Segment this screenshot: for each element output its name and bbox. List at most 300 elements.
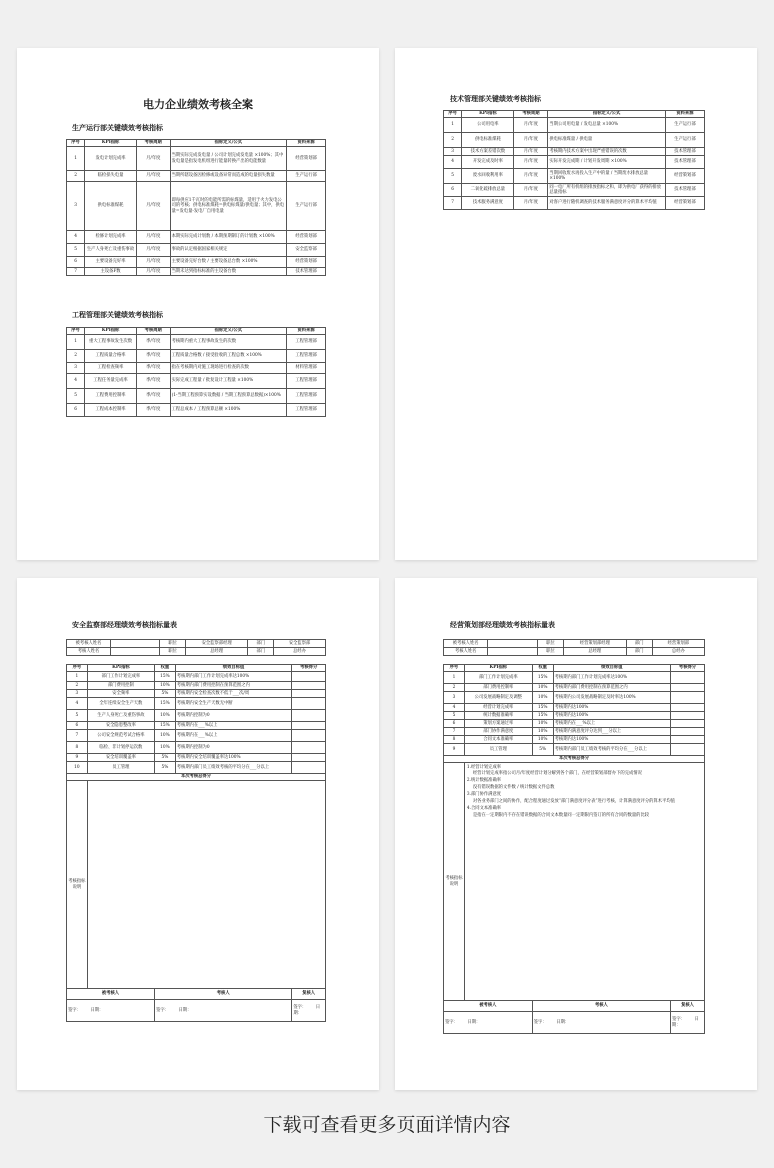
table-cell: 部门费用控制 <box>87 682 154 690</box>
table-row <box>67 762 326 774</box>
info-cell: 安全监察部 <box>274 640 326 648</box>
table-cell: 生产运行部 <box>287 171 326 182</box>
table-cell: 2 <box>444 684 465 692</box>
table-row <box>67 389 326 404</box>
table-cell: 5 <box>67 244 85 257</box>
table-cell: 5 <box>444 712 465 720</box>
table-cell: 技术管理部 <box>665 148 704 156</box>
total-score-label: 本次考核总得分 <box>67 774 326 781</box>
section-title-technology: 技术管理部关键绩效考核指标 <box>450 94 541 103</box>
table-cell: 月/年度 <box>514 184 548 197</box>
table-cell: 主要设备完好台数 / 主要设备总台数 ×100% <box>170 257 287 268</box>
table-cell: 指在考核期内对施工现场进行检查的次数 <box>170 363 287 374</box>
table-cell: 生产人身死亡及重伤事故 <box>85 244 137 257</box>
table-cell: 技术管理部 <box>287 268 326 276</box>
info-cell: 职位 <box>160 640 186 648</box>
notes-row <box>444 763 705 1001</box>
kpi-table-technology <box>443 110 705 210</box>
table-cell: 考核期内技术方案中出现严重错误的次数 <box>548 148 665 156</box>
table-cell: 10% <box>532 736 553 744</box>
table-cell: 4 <box>67 698 88 710</box>
document-page-1 <box>17 48 379 560</box>
note-line: 3.部门协作满意度 <box>466 791 502 797</box>
table-cell: 10% <box>155 730 176 742</box>
table-cell: 2 <box>444 133 462 148</box>
table-row <box>67 363 326 374</box>
table-cell <box>671 684 705 692</box>
column-header: 序号 <box>67 328 85 335</box>
table-cell: 二氧化硫排放总量 <box>462 184 514 197</box>
info-cell <box>488 640 538 648</box>
table-cell: 5 <box>67 389 85 404</box>
table-row <box>67 335 326 350</box>
table-row <box>67 742 326 754</box>
table-cell <box>671 720 705 728</box>
table-cell: 考核期内部门工作计划完成率达100% <box>175 672 292 682</box>
table-cell: 10% <box>532 692 553 704</box>
info-table-safety <box>66 639 326 656</box>
table-cell: 15% <box>155 722 176 730</box>
table-cell: 1 <box>67 672 88 682</box>
table-cell: 工程费用控制率 <box>85 389 137 404</box>
table-cell: 10% <box>155 742 176 754</box>
signer-label: 被考核人 <box>67 989 155 1000</box>
table-row <box>67 404 326 417</box>
note-line: 1.经营计划完成率 <box>466 764 502 770</box>
table-cell <box>292 754 326 762</box>
table-cell: 15% <box>155 698 176 710</box>
table-cell: 10% <box>155 682 176 690</box>
table-cell: 部门协作满意度 <box>464 728 532 736</box>
table-cell: 当期回收废水再投入生产中的量 / 当期废水排放总量 ×100% <box>548 169 665 184</box>
table-cell: 本期实际完成计划数 / 本期预期制订的计划数 ×100% <box>170 231 287 244</box>
section-title-safety: 安全监察部经理绩效考核指标量表 <box>72 620 177 629</box>
table-cell: 10% <box>532 720 553 728</box>
table-cell: 生产运行部 <box>287 182 326 231</box>
table-cell: 部门费用控制率 <box>464 684 532 692</box>
table-cell: 考核期内控制为0 <box>175 742 292 754</box>
table-cell: 4 <box>444 704 465 712</box>
table-cell <box>671 736 705 744</box>
info-cell: 部门 <box>626 648 652 656</box>
info-cell: 经营策划部 <box>652 640 704 648</box>
info-cell: 部门 <box>248 648 274 656</box>
table-cell <box>671 728 705 736</box>
table-row <box>67 754 326 762</box>
table-row <box>444 148 705 156</box>
info-cell: 总经办 <box>652 648 704 656</box>
table-cell: 7 <box>444 197 462 210</box>
table-cell: 月/年度 <box>136 268 170 276</box>
table-cell <box>292 742 326 754</box>
document-page-4 <box>395 578 757 1090</box>
table-cell: 考核期内公司发展战略制定及时率达100% <box>553 692 670 704</box>
table-cell: 生产运行部 <box>665 133 704 148</box>
table-cell: 15% <box>155 672 176 682</box>
table-cell: 15% <box>532 704 553 712</box>
sign-date-row <box>67 1000 326 1022</box>
info-cell: 被考核人姓名 <box>67 640 111 648</box>
info-cell: 总经理 <box>186 648 248 656</box>
table-cell: 考核期内重大工程事故发生的次数 <box>170 335 287 350</box>
table-cell <box>671 692 705 704</box>
table-cell: 季/年度 <box>136 404 170 417</box>
table-cell: 7 <box>67 730 88 742</box>
table-cell: 3 <box>444 692 465 704</box>
table-cell: 部门工作计划完成率 <box>87 672 154 682</box>
document-title: 电力企业绩效考核全案 <box>143 98 253 111</box>
table-cell: 员工管理 <box>87 762 154 774</box>
table-cell <box>671 712 705 720</box>
table-cell: 考核期内满意度评分达到___分以上 <box>553 728 670 736</box>
table-cell: 技术服务满意度 <box>462 197 514 210</box>
document-page-2 <box>395 48 757 560</box>
signer-label: 复核人 <box>292 989 326 1000</box>
table-cell <box>671 672 705 684</box>
table-cell: 考核期内安全生产天数无中断 <box>175 698 292 710</box>
table-cell: 工程任务量完成率 <box>85 374 137 389</box>
table-cell: 9 <box>444 744 465 756</box>
table-cell: 考核期内达100% <box>553 712 670 720</box>
table-header-row <box>444 111 705 118</box>
table-row <box>67 374 326 389</box>
table-cell <box>292 672 326 682</box>
info-cell: 考核人姓名 <box>67 648 111 656</box>
table-cell: 检修计划完成率 <box>85 231 137 244</box>
table-cell: 3 <box>67 690 88 698</box>
column-header: 资料来源 <box>287 328 326 335</box>
table-cell: 经营策划部 <box>287 257 326 268</box>
table-cell: 季/年度 <box>136 335 170 350</box>
table-cell: 月/年度 <box>514 169 548 184</box>
date-label: 日期： <box>293 1005 321 1016</box>
column-header: 序号 <box>67 140 85 147</box>
sign-header-row <box>67 989 326 1000</box>
table-row <box>444 156 705 169</box>
table-cell: 对客户进行随机调查的技术服务满意度评分的算术平均值 <box>548 197 665 210</box>
info-cell <box>111 648 160 656</box>
table-cell: 员工管理 <box>464 744 532 756</box>
table-cell: 月/年度 <box>514 148 548 156</box>
table-cell: 经营策划部 <box>665 169 704 184</box>
table-cell: 临检、非计划停运次数 <box>87 742 154 754</box>
table-cell: 季/年度 <box>136 374 170 389</box>
table-row <box>67 182 326 231</box>
table-row <box>444 720 705 728</box>
table-cell: 6 <box>67 257 85 268</box>
table-cell: 公司用电率 <box>462 118 514 133</box>
total-row <box>444 756 705 763</box>
column-header: 指标定义/公式 <box>170 140 287 147</box>
date-label: 日期： <box>672 1017 699 1028</box>
column-header: 资料来源 <box>287 140 326 147</box>
sign-header-row <box>444 1001 705 1012</box>
table-cell: 5 <box>444 169 462 184</box>
table-cell: 合同文本准确率 <box>464 736 532 744</box>
table-cell: 实际开发完成期 / 计划开发周期 ×100% <box>548 156 665 169</box>
table-cell: 5% <box>155 690 176 698</box>
table-row <box>67 231 326 244</box>
table-cell: 当期实际完成发电量 / 公司计划完成发电量 ×100%；其中发电量是指发电机组进行能量转换产出的电能数量 <box>170 147 287 171</box>
table-row <box>67 682 326 690</box>
table-cell: 公司安全规范考试合格率 <box>87 730 154 742</box>
table-cell: 安全隐患整改率 <box>87 722 154 730</box>
table-row <box>444 736 705 744</box>
note-line: 4.合同文本准确率 <box>466 805 502 811</box>
table-cell: 月/年度 <box>136 257 170 268</box>
table-cell: 即每供应1千瓦时的电能所需的标煤量，适用于火力发电公司的考核；供电标准煤耗=供电标煤量/供电量；其中，供电量=发电量-发电厂自用电量 <box>170 182 287 231</box>
table-row <box>444 197 705 210</box>
notes-label: 考核指标说明 <box>444 763 465 1001</box>
table-row <box>67 722 326 730</box>
table-cell: 统计数据准确率 <box>464 712 532 720</box>
table-cell <box>292 722 326 730</box>
table-cell: 10% <box>532 684 553 692</box>
kpi-table-engineering <box>66 327 326 417</box>
table-cell: 6 <box>67 722 88 730</box>
info-table-planning <box>443 639 705 656</box>
table-cell: 同一电厂所有机组的排放指标之和，即为供电厂获得的排放总量指标 <box>548 184 665 197</box>
table-row <box>67 268 326 276</box>
table-cell: 月/年度 <box>136 147 170 171</box>
column-header: 考核得分 <box>671 665 705 672</box>
table-cell <box>671 744 705 756</box>
note-line: 没有错误数据的文件数 / 统计数据文件总数 <box>472 785 555 791</box>
footer-caption: 下载可查看更多页面详情内容 <box>263 1114 511 1136</box>
kpi-table-planning <box>443 664 705 1034</box>
table-cell: 3 <box>67 363 85 374</box>
sign-date-cell <box>444 1012 533 1034</box>
table-cell: 工程管理部 <box>287 404 326 417</box>
table-cell: 实际完成工程量 / 批复设计工程量 ×100% <box>170 374 287 389</box>
column-header: 绩效目标值 <box>553 665 670 672</box>
table-header-row <box>444 665 705 672</box>
note-line: 对各业务部门之间的协作，配合程度通过发放“部门满意度评分表”进行考核，计算满意度评分的算术平均值 <box>472 798 675 804</box>
table-cell: 8 <box>444 736 465 744</box>
table-cell: 考核期内部门费用控制在预算范围之内 <box>175 682 292 690</box>
table-row <box>444 672 705 684</box>
table-row <box>67 257 326 268</box>
table-cell <box>671 704 705 712</box>
info-cell: 安全监察部经理 <box>186 640 248 648</box>
table-cell: 考核期内控制为0 <box>175 710 292 722</box>
table-cell: 生产人身死亡及重伤事故 <box>87 710 154 722</box>
info-cell: 部门 <box>626 640 652 648</box>
table-cell: 工程质量合格率 <box>85 350 137 363</box>
table-row <box>67 730 326 742</box>
column-header: 考核周期 <box>136 140 170 147</box>
info-cell: 职位 <box>537 648 563 656</box>
section-title-production: 生产运行部关键绩效考核指标 <box>72 123 163 132</box>
table-cell: 主设备F数 <box>85 268 137 276</box>
note-line: 2.统计数据准确率 <box>466 778 502 784</box>
table-cell: (1-当期工程预算实设数据 / 当期工程预算总数据)×100% <box>170 389 287 404</box>
table-cell: 供电标准煤量 / 供电量 <box>548 133 665 148</box>
column-header: 序号 <box>444 111 462 118</box>
table-cell: 4 <box>67 374 85 389</box>
info-cell: 经营策划部经理 <box>564 640 627 648</box>
table-cell: 临检损失电量 <box>85 171 137 182</box>
table-cell: 安全培训覆盖率 <box>87 754 154 762</box>
sign-date-row <box>444 1012 705 1034</box>
info-cell: 总经理 <box>564 648 627 656</box>
table-cell: 当期公司用电量 / 发电总量 ×100% <box>548 118 665 133</box>
table-cell: 主要设备完好率 <box>85 257 137 268</box>
date-label: 日期： <box>90 1007 104 1013</box>
total-score-label: 本次考核总得分 <box>444 756 705 763</box>
document-page-3 <box>17 578 379 1090</box>
sign-label: 签字： <box>68 1007 81 1013</box>
table-cell: 技术管理部 <box>665 156 704 169</box>
table-cell: 供电标准煤耗 <box>85 182 137 231</box>
info-cell <box>111 640 160 648</box>
table-cell: 公司发展战略制定及调整 <box>464 692 532 704</box>
table-cell: 15% <box>532 672 553 684</box>
table-cell: 15% <box>532 712 553 720</box>
table-cell: 6 <box>444 184 462 197</box>
table-cell: 月/年度 <box>136 171 170 182</box>
column-header: 考核周期 <box>136 328 170 335</box>
date-label: 日期： <box>556 1019 570 1025</box>
table-cell: 全年连续安全生产天数 <box>87 698 154 710</box>
table-cell: 工程管理部 <box>287 389 326 404</box>
table-cell: 1 <box>444 672 465 684</box>
column-header: 考核得分 <box>292 665 326 672</box>
table-cell: 7 <box>444 728 465 736</box>
table-cell: 9 <box>67 754 88 762</box>
table-header-row <box>67 140 326 147</box>
column-header: KPI指标 <box>85 328 137 335</box>
table-cell: 考核期内在___%以上 <box>553 720 670 728</box>
date-label: 日期： <box>178 1007 192 1013</box>
notes-body <box>464 763 704 1001</box>
table-row <box>444 184 705 197</box>
info-cell: 总经办 <box>274 648 326 656</box>
table-cell: 安全监察部 <box>287 244 326 257</box>
column-header: 资料来源 <box>665 111 704 118</box>
table-cell: 供电标准煤耗 <box>462 133 514 148</box>
table-cell: 10 <box>67 762 88 774</box>
section-title-engineering: 工程管理部关键绩效考核指标 <box>72 310 163 319</box>
table-cell <box>292 730 326 742</box>
section-title-planning: 经营策划部经理绩效考核指标量表 <box>450 620 555 629</box>
total-row <box>67 774 326 781</box>
date-label: 日期： <box>467 1019 481 1025</box>
sign-label: 签字： <box>445 1019 458 1025</box>
table-cell: 当期所辖设备因检修或设备异常而造成的电量损失数量 <box>170 171 287 182</box>
table-cell: 10% <box>532 728 553 736</box>
table-cell: 考核期内达100% <box>553 736 670 744</box>
table-cell: 事故的认定根据国家相关规定 <box>170 244 287 257</box>
table-cell: 材料管理部 <box>287 363 326 374</box>
table-cell <box>292 698 326 710</box>
table-cell: 经营策划部 <box>287 231 326 244</box>
table-cell: 生产运行部 <box>665 118 704 133</box>
table-row <box>67 171 326 182</box>
kpi-table-safety <box>66 664 326 1022</box>
info-row <box>67 640 326 648</box>
column-header: KPI指标 <box>87 665 154 672</box>
table-cell: 6 <box>67 404 85 417</box>
info-cell <box>488 648 538 656</box>
table-cell: 季/年度 <box>136 350 170 363</box>
table-row <box>67 690 326 698</box>
table-cell: 1 <box>67 147 85 171</box>
table-cell: 工程管理部 <box>287 374 326 389</box>
table-row <box>67 710 326 722</box>
table-cell: 4 <box>67 231 85 244</box>
table-cell: 考核期内安全培训覆盖率达100% <box>175 754 292 762</box>
table-cell: 重大工程事故发生次数 <box>85 335 137 350</box>
table-cell: 季/年度 <box>136 389 170 404</box>
table-row <box>67 147 326 171</box>
table-cell <box>292 762 326 774</box>
table-cell: 工程管理部 <box>287 350 326 363</box>
table-cell: 3 <box>444 148 462 156</box>
table-cell: 考核期内部门员工绩效考核的平均分在___分以上 <box>175 762 292 774</box>
table-cell: 技术方案差错次数 <box>462 148 514 156</box>
info-cell: 职位 <box>537 640 563 648</box>
table-row <box>444 169 705 184</box>
column-header: 指标定义/公式 <box>170 328 287 335</box>
column-header: 权重 <box>155 665 176 672</box>
table-cell: 开发完成及时率 <box>462 156 514 169</box>
table-cell: 经营策划部 <box>287 147 326 171</box>
table-cell: 考核期内达100% <box>553 704 670 712</box>
table-cell: 7 <box>67 268 85 276</box>
column-header: 指标定义/公式 <box>548 111 665 118</box>
table-cell: 5% <box>532 744 553 756</box>
table-cell: 经营计划完成率 <box>464 704 532 712</box>
info-row <box>444 640 705 648</box>
notes-label: 考核指标说明 <box>67 781 88 989</box>
table-cell: 月/年度 <box>136 244 170 257</box>
table-cell: 月/年度 <box>514 156 548 169</box>
sign-label: 签字： <box>293 1005 307 1011</box>
table-row <box>444 712 705 720</box>
table-cell: 考核期内部门费用控制在预算范围之内 <box>553 684 670 692</box>
table-header-row <box>67 665 326 672</box>
table-row <box>444 684 705 692</box>
column-header: 权重 <box>532 665 553 672</box>
info-cell: 被考核人姓名 <box>444 640 488 648</box>
table-cell <box>292 682 326 690</box>
table-cell: 安全频率 <box>87 690 154 698</box>
table-cell: 8 <box>67 742 88 754</box>
table-row <box>67 672 326 682</box>
info-row <box>67 648 326 656</box>
table-cell: 考核期内部门员工绩效考核的平均分在___分以上 <box>553 744 670 756</box>
table-row <box>444 118 705 133</box>
table-cell: 考核期内在___%以上 <box>175 722 292 730</box>
table-cell: 工程质量合格数 / 接受验收的工程总数 ×100% <box>170 350 287 363</box>
sign-date-cell <box>671 1012 705 1034</box>
info-cell: 职位 <box>160 648 186 656</box>
table-cell: 经营策划部 <box>665 197 704 210</box>
table-cell: 3 <box>67 182 85 231</box>
table-cell: 1 <box>67 335 85 350</box>
sign-label: 签字： <box>672 1017 685 1023</box>
table-cell: 5 <box>67 710 88 722</box>
table-row <box>444 692 705 704</box>
notes-body <box>87 781 325 989</box>
table-cell: 技术管理部 <box>665 184 704 197</box>
table-cell: 工程成本控制率 <box>85 404 137 417</box>
column-header: 绩效目标值 <box>175 665 292 672</box>
column-header: 序号 <box>67 665 88 672</box>
sign-date-cell <box>67 1000 155 1022</box>
table-cell: 工程总成本 / 工程预算总额 ×100% <box>170 404 287 417</box>
